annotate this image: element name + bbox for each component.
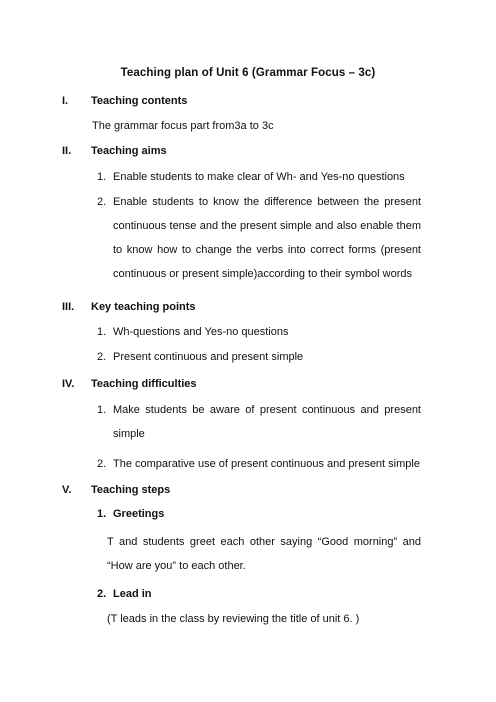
list-item-number: 1. <box>97 326 107 338</box>
list-item-number: 1. <box>97 171 107 183</box>
step-text-lead-in: (T leads in the class by reviewing the title of unit 6. ) <box>107 613 360 625</box>
section-numeral: V. <box>62 484 72 496</box>
section-heading-label: Teaching steps <box>91 484 171 496</box>
section-heading-label: Teaching difficulties <box>91 378 197 390</box>
section-numeral: II. <box>62 145 72 157</box>
section-heading-teaching-steps <box>62 484 170 496</box>
list-item-text: Present continuous and present simple <box>113 351 304 363</box>
document-title: Teaching plan of Unit 6 (Grammar Focus – 3c) <box>120 67 376 79</box>
step-number: 1. <box>97 508 107 520</box>
list-item-text: The comparative use of present continuous and present simple <box>113 458 420 470</box>
section-heading-label: Teaching contents <box>91 95 188 107</box>
list-item-number: 2. <box>97 458 107 470</box>
list-item-number: 1. <box>97 404 107 416</box>
section-heading-teaching-contents <box>62 95 187 107</box>
list-item <box>97 398 421 446</box>
section-heading-teaching-difficulties <box>62 378 197 390</box>
list-item-number: 2. <box>97 351 107 363</box>
list-item-text: Wh-questions and Yes-no questions <box>113 326 289 338</box>
list-item-text: Make students be aware of present continuous and present simple <box>113 404 421 440</box>
section-numeral: III. <box>62 301 75 313</box>
section-heading-label: Key teaching points <box>91 301 196 313</box>
list-item <box>97 165 421 189</box>
teaching-contents-text: The grammar focus part from3a to 3c <box>92 120 274 132</box>
section-numeral: IV. <box>62 378 75 390</box>
step-text-greetings: T and students greet each other saying “Good morning” and “How are you” to each other. <box>107 536 421 572</box>
list-item <box>97 320 421 344</box>
step-heading-greetings <box>97 508 164 520</box>
section-heading-label: Teaching aims <box>91 145 167 157</box>
list-item <box>97 345 421 369</box>
section-heading-teaching-aims <box>62 145 167 157</box>
list-item-text: Enable students to know the difference between the present continuous tense and the present simple and also enable them to know how to change the verbs into correct forms (present continuous or present simple)according to their symbol words <box>113 196 421 280</box>
list-item-number: 2. <box>97 196 107 208</box>
section-numeral: I. <box>62 95 69 107</box>
list-item <box>97 190 421 286</box>
step-heading-label: Lead in <box>113 588 152 600</box>
list-item-text: Enable students to make clear of Wh- and Yes-no questions <box>113 171 405 183</box>
list-item <box>97 452 421 476</box>
section-heading-key-teaching-points <box>62 301 196 313</box>
step-heading-lead-in <box>97 588 152 600</box>
step-heading-label: Greetings <box>113 508 165 520</box>
step-number: 2. <box>97 588 107 600</box>
